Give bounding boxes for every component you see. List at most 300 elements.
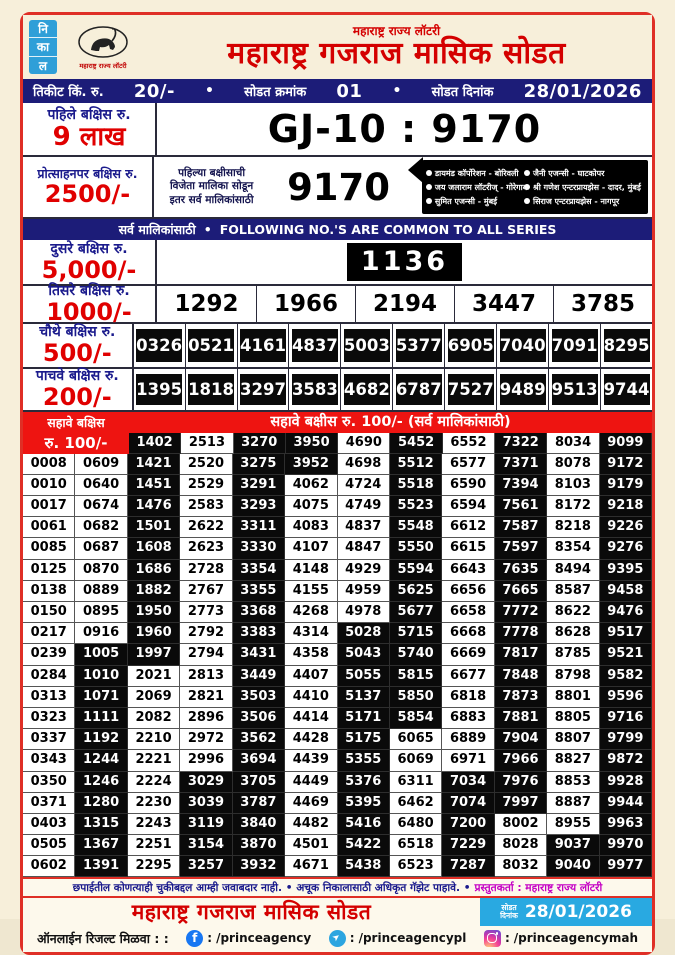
result-number: 1501 — [128, 517, 180, 538]
consolation-note — [154, 157, 269, 217]
result-number: 9517 — [600, 623, 652, 644]
result-number: 9716 — [600, 708, 652, 729]
result-number: 9977 — [600, 856, 652, 877]
result-number: 0323 — [23, 708, 75, 729]
result-number: 2021 — [128, 666, 180, 687]
result-number: 0313 — [23, 687, 75, 708]
consolation-label-cell — [23, 157, 154, 217]
fourth-prize-label-cell — [23, 324, 134, 367]
fifth-prize-label: पाचवे बक्षिस रु. — [35, 368, 119, 385]
second-prize-label: दुसरे बक्षिस रु. — [50, 240, 128, 257]
result-number: 3840 — [233, 814, 285, 835]
draw-number-label: सोडत क्रमांक — [244, 85, 307, 100]
fourth-prize-number: 0521 — [185, 324, 237, 367]
result-number: 4155 — [285, 581, 337, 602]
result-number: 6518 — [390, 835, 442, 856]
result-number: 4469 — [285, 793, 337, 814]
result-number: 0403 — [23, 814, 75, 835]
result-number: 3932 — [233, 856, 285, 877]
result-number: 4314 — [285, 623, 337, 644]
result-number: 3354 — [233, 560, 285, 581]
result-number: 9276 — [600, 538, 652, 559]
sixth-prize-title: सहावे बक्षीस रु. 100/- (सर्व मालिकांसाठी) — [129, 412, 652, 433]
title-block — [147, 25, 646, 69]
fourth-prize-number: 8295 — [600, 324, 652, 367]
result-number: 5815 — [390, 666, 442, 687]
result-number: 6668 — [442, 623, 494, 644]
result-number: 7873 — [495, 687, 547, 708]
result-number: 1476 — [128, 496, 180, 517]
disclaimer-text: छपाईतील कोणत्याही चुकीबद्दल आम्ही जवाबदार नाही. • अचूक निकालासाठी अधिकृत गॅझेट पाहावे. • — [72, 881, 471, 894]
result-number: 6883 — [442, 708, 494, 729]
first-prize-label-cell — [23, 103, 157, 155]
result-number: 2513 — [181, 433, 233, 454]
consolation-note-line: विजेता मालिका सोडून — [169, 180, 254, 193]
telegram-icon: ➤ — [329, 930, 346, 947]
common-bar-english: FOLLOWING NO.'S ARE COMMON TO ALL SERIES — [219, 222, 557, 237]
result-number: 4358 — [285, 644, 337, 665]
result-number: 9963 — [600, 814, 652, 835]
result-number: 2813 — [180, 666, 232, 687]
result-number: 9596 — [600, 687, 652, 708]
second-prize-amount: 5,000/- — [41, 255, 137, 284]
result-number: 4749 — [338, 496, 390, 517]
table-row — [23, 644, 652, 665]
result-number: 1997 — [128, 644, 180, 665]
result-number: 5422 — [338, 835, 390, 856]
fifth-prize-number: 9744 — [600, 369, 652, 410]
result-number: 8887 — [547, 793, 599, 814]
agent-entry: श्री गणेश एन्टरप्रायझेस - दादर, मुंबई — [524, 182, 644, 193]
result-number: 9970 — [600, 835, 652, 856]
result-number: 7665 — [495, 581, 547, 602]
result-number: 8028 — [495, 835, 547, 856]
result-number: 5452 — [390, 433, 442, 454]
result-card — [20, 12, 655, 955]
table-row — [23, 793, 652, 814]
ticket-info-bar — [23, 79, 652, 103]
table-row — [23, 856, 652, 877]
result-number: 0017 — [23, 496, 75, 517]
result-number: 8622 — [547, 602, 599, 623]
result-number: 2623 — [180, 538, 232, 559]
result-number: 0687 — [75, 538, 127, 559]
result-number: 8078 — [547, 454, 599, 475]
result-number: 6594 — [442, 496, 494, 517]
consolation-note-line: इतर सर्व मालिकांसाठी — [169, 193, 254, 206]
result-number: 0350 — [23, 772, 75, 793]
result-number: 9040 — [547, 856, 599, 877]
result-number: 3506 — [233, 708, 285, 729]
result-number: 5518 — [390, 475, 442, 496]
fourth-prize-number: 7091 — [548, 324, 600, 367]
result-number: 6656 — [442, 581, 494, 602]
facebook-handle: /princeagency — [216, 931, 312, 946]
result-number: 9172 — [600, 454, 652, 475]
consolation-label: प्रोत्साहनपर बक्षिस रु. — [37, 165, 138, 181]
result-number: 9476 — [600, 602, 652, 623]
third-prize-number: 3785 — [553, 286, 652, 322]
result-number: 4407 — [285, 666, 337, 687]
result-number: 7966 — [495, 750, 547, 771]
agent-entry: सिराज एन्टरप्रायझेस - नागपूर — [524, 196, 644, 207]
result-number: 3952 — [285, 454, 337, 475]
result-number: 6658 — [442, 602, 494, 623]
third-prize-numbers — [157, 286, 652, 322]
result-number: 2767 — [180, 581, 232, 602]
result-number: 6577 — [442, 454, 494, 475]
result-number: 9037 — [547, 835, 599, 856]
result-number: 4268 — [285, 602, 337, 623]
result-number: 4847 — [338, 538, 390, 559]
result-number: 1005 — [75, 644, 127, 665]
fourth-prize-label: चौथे बक्षिस रु. — [39, 324, 116, 341]
fourth-prize-amount: 500/- — [42, 339, 112, 368]
result-number: 4724 — [338, 475, 390, 496]
nikal-letter: नि — [29, 20, 57, 38]
result-number: 7904 — [495, 729, 547, 750]
result-number: 8807 — [547, 729, 599, 750]
consolation-note-line: पहिल्या बक्षीसाची — [178, 166, 246, 179]
result-number: 0371 — [23, 793, 75, 814]
result-number: 0916 — [75, 623, 127, 644]
result-number: 8587 — [547, 581, 599, 602]
result-number: 9928 — [600, 772, 652, 793]
draw-date-label: सोडत दिनांक — [431, 85, 494, 100]
result-number: 7597 — [495, 538, 547, 559]
fifth-prize-number: 4682 — [340, 369, 392, 410]
result-number: 7287 — [442, 856, 494, 877]
result-number: 6612 — [442, 517, 494, 538]
result-number: 3154 — [180, 835, 232, 856]
result-number: 0010 — [23, 475, 75, 496]
result-number: 1391 — [75, 856, 127, 877]
result-number: 3870 — [233, 835, 285, 856]
result-number: 2069 — [128, 687, 180, 708]
result-number: 1244 — [75, 750, 127, 771]
first-prize-row — [23, 103, 652, 157]
result-number: 7881 — [495, 708, 547, 729]
result-number: 0337 — [23, 729, 75, 750]
result-number: 9179 — [600, 475, 652, 496]
disclaimer — [23, 877, 652, 896]
result-number: 6523 — [390, 856, 442, 877]
social-row — [23, 926, 652, 952]
nikal-letter: का — [29, 38, 57, 56]
result-number: 0640 — [75, 475, 127, 496]
result-number: 0061 — [23, 517, 75, 538]
result-number: 6590 — [442, 475, 494, 496]
result-number: 3950 — [286, 433, 338, 454]
result-number: 9521 — [600, 644, 652, 665]
result-number: 4929 — [338, 560, 390, 581]
separator-dot: • — [203, 222, 212, 237]
result-number: 5175 — [338, 729, 390, 750]
fourth-prize-number: 0326 — [134, 324, 185, 367]
result-number: 6311 — [390, 772, 442, 793]
fifth-prize-number: 1395 — [134, 369, 185, 410]
page-title: महाराष्ट्र गजराज मासिक सोडत — [227, 35, 566, 71]
third-prize-number: 1292 — [174, 291, 239, 317]
result-number: 5850 — [390, 687, 442, 708]
result-number: 4075 — [285, 496, 337, 517]
table-row — [23, 750, 652, 771]
result-number: 8494 — [547, 560, 599, 581]
second-prize-label-cell — [23, 240, 157, 284]
result-number: 6818 — [442, 687, 494, 708]
result-number: 5523 — [390, 496, 442, 517]
result-number: 2794 — [180, 644, 232, 665]
result-number: 2251 — [128, 835, 180, 856]
result-number: 2896 — [180, 708, 232, 729]
result-number: 0239 — [23, 644, 75, 665]
result-number: 6552 — [443, 433, 495, 454]
result-number: 3562 — [233, 729, 285, 750]
colon: : — [504, 931, 510, 946]
second-prize-row — [23, 240, 652, 286]
third-prize-number: 2194 — [355, 286, 454, 322]
result-number: 9582 — [600, 666, 652, 687]
agents-list — [422, 160, 648, 214]
fifth-prize-number: 3297 — [237, 369, 289, 410]
result-number: 3257 — [180, 856, 232, 877]
instagram-icon — [484, 930, 501, 947]
first-prize-number: GJ-10 : 9170 — [267, 107, 542, 151]
result-number: 6889 — [442, 729, 494, 750]
result-number: 3705 — [233, 772, 285, 793]
result-number: 7074 — [442, 793, 494, 814]
result-number: 0602 — [23, 856, 75, 877]
telegram-handle: /princeagencypl — [358, 931, 467, 946]
footer-date-value: 28/01/2026 — [524, 902, 632, 923]
result-number: 1367 — [75, 835, 127, 856]
result-number: 0150 — [23, 602, 75, 623]
fifth-prize-amount: 200/- — [42, 383, 112, 412]
result-number: 8827 — [547, 750, 599, 771]
result-number: 4148 — [285, 560, 337, 581]
result-number: 8853 — [547, 772, 599, 793]
instagram-link[interactable] — [484, 930, 638, 947]
result-number: 2821 — [180, 687, 232, 708]
result-number: 7778 — [495, 623, 547, 644]
draw-number-value: 01 — [336, 80, 363, 102]
result-number: 6971 — [442, 750, 494, 771]
sixth-prize-label-line2: रु. 100/- — [44, 433, 108, 452]
common-bar-marathi: सर्व मालिकांसाठी — [118, 222, 196, 237]
result-number: 3787 — [233, 793, 285, 814]
fourth-prize-number: 4161 — [237, 324, 289, 367]
result-number: 2728 — [180, 560, 232, 581]
table-row — [23, 814, 652, 835]
result-number: 0895 — [75, 602, 127, 623]
agent-entry: सुमित एजन्सी - मुंबई — [426, 196, 524, 207]
result-number: 3119 — [180, 814, 232, 835]
first-prize-amount: 9 लाख — [52, 121, 126, 152]
result-number: 2972 — [180, 729, 232, 750]
result-number: 5043 — [338, 644, 390, 665]
result-number: 8628 — [547, 623, 599, 644]
result-number: 5512 — [390, 454, 442, 475]
result-number: 2230 — [128, 793, 180, 814]
third-prize-row — [23, 282, 652, 326]
result-number: 1246 — [75, 772, 127, 793]
result-number: 1280 — [75, 793, 127, 814]
result-number: 5137 — [338, 687, 390, 708]
result-number: 9872 — [600, 750, 652, 771]
result-number: 5594 — [390, 560, 442, 581]
result-number: 1192 — [75, 729, 127, 750]
result-number: 2520 — [180, 454, 232, 475]
table-row — [23, 496, 652, 517]
result-number: 8002 — [495, 814, 547, 835]
result-number: 7371 — [495, 454, 547, 475]
table-row — [23, 602, 652, 623]
result-number: 5715 — [390, 623, 442, 644]
result-number: 8798 — [547, 666, 599, 687]
result-number: 1071 — [75, 687, 127, 708]
result-number: 4959 — [338, 581, 390, 602]
result-number: 0008 — [23, 454, 75, 475]
result-number: 0343 — [23, 750, 75, 771]
result-number: 2210 — [128, 729, 180, 750]
result-number: 1608 — [128, 538, 180, 559]
result-number: 0682 — [75, 517, 127, 538]
result-number: 1882 — [128, 581, 180, 602]
result-number: 0870 — [75, 560, 127, 581]
result-number: 8218 — [547, 517, 599, 538]
result-number: 3368 — [233, 602, 285, 623]
fourth-prize-row — [23, 324, 652, 369]
result-number: 4414 — [285, 708, 337, 729]
result-number: 4698 — [338, 454, 390, 475]
result-number: 5376 — [338, 772, 390, 793]
colon: : — [207, 931, 213, 946]
result-number: 1402 — [129, 433, 181, 454]
result-number: 3293 — [233, 496, 285, 517]
sixth-prize-header — [23, 412, 652, 454]
first-prize-label: पहिले बक्षिस रु. — [47, 106, 131, 123]
result-number: 3275 — [233, 454, 285, 475]
result-number: 1315 — [75, 814, 127, 835]
result-number: 0138 — [23, 581, 75, 602]
result-number: 8172 — [547, 496, 599, 517]
draw-date-value: 28/01/2026 — [523, 80, 642, 102]
result-number: 5854 — [390, 708, 442, 729]
result-number: 8034 — [547, 433, 599, 454]
fifth-prize-number: 7527 — [444, 369, 496, 410]
result-number: 0284 — [23, 666, 75, 687]
result-number: 5625 — [390, 581, 442, 602]
fourth-prize-number: 5003 — [340, 324, 392, 367]
result-number: 5550 — [390, 538, 442, 559]
facebook-link[interactable] — [186, 930, 311, 947]
consolation-prize-row — [23, 157, 652, 219]
result-number: 5548 — [390, 517, 442, 538]
result-number: 9799 — [600, 729, 652, 750]
fifth-prize-row — [23, 369, 652, 412]
logo-block — [59, 25, 147, 70]
result-number: 7772 — [495, 602, 547, 623]
result-number: 2295 — [128, 856, 180, 877]
result-number: 2996 — [180, 750, 232, 771]
result-number: 2792 — [180, 623, 232, 644]
result-number: 4083 — [285, 517, 337, 538]
fourth-prize-number: 4837 — [288, 324, 340, 367]
result-number: 4501 — [285, 835, 337, 856]
fourth-prize-numbers — [134, 324, 652, 367]
result-number: 3449 — [233, 666, 285, 687]
result-number: 7976 — [495, 772, 547, 793]
result-number: 0125 — [23, 560, 75, 581]
result-number: 2529 — [180, 475, 232, 496]
result-number: 4428 — [285, 729, 337, 750]
result-number: 5171 — [338, 708, 390, 729]
third-prize-label-cell — [23, 282, 157, 326]
second-prize-numbers — [157, 240, 652, 284]
fifth-prize-number: 3583 — [288, 369, 340, 410]
result-number: 8805 — [547, 708, 599, 729]
result-number: 7322 — [495, 433, 547, 454]
result-number: 0889 — [75, 581, 127, 602]
result-number: 9218 — [600, 496, 652, 517]
table-row — [23, 517, 652, 538]
footer-title: महाराष्ट्र गजराज मासिक सोडत — [131, 900, 372, 925]
result-number: 7848 — [495, 666, 547, 687]
result-number: 4482 — [285, 814, 337, 835]
telegram-link[interactable] — [329, 930, 467, 947]
left-arrow-icon — [408, 157, 423, 183]
sixth-prize-label-cell — [23, 412, 129, 454]
table-row — [23, 623, 652, 644]
result-number: 3503 — [233, 687, 285, 708]
result-number: 4690 — [338, 433, 390, 454]
result-number: 4107 — [285, 538, 337, 559]
table-row — [23, 835, 652, 856]
result-number: 5416 — [338, 814, 390, 835]
consolation-number: 9170 — [287, 165, 391, 209]
footer-date-box — [480, 898, 652, 926]
result-number: 4062 — [285, 475, 337, 496]
result-number: 3383 — [233, 623, 285, 644]
result-number: 3029 — [180, 772, 232, 793]
result-number: 7229 — [442, 835, 494, 856]
result-number: 0217 — [23, 623, 75, 644]
consolation-amount: 2500/- — [44, 179, 131, 208]
state-lottery-title: महाराष्ट्र राज्य लॉटरी — [352, 23, 441, 38]
common-series-bar — [23, 219, 652, 240]
result-number: 2622 — [180, 517, 232, 538]
table-row — [23, 687, 652, 708]
result-number: 0609 — [75, 454, 127, 475]
result-number: 5055 — [338, 666, 390, 687]
fifth-prize-number: 9513 — [548, 369, 600, 410]
result-number: 1010 — [75, 666, 127, 687]
third-prize-number: 3447 — [454, 286, 553, 322]
instagram-handle: /princeagencymah — [513, 931, 638, 946]
third-prize-label: तिसरे बक्षिस रु. — [48, 282, 130, 299]
separator-dot: • — [392, 83, 402, 99]
third-prize-amount: 1000/- — [46, 297, 132, 326]
elephant-emblem-icon — [77, 25, 129, 61]
result-number: 3330 — [233, 538, 285, 559]
result-number: 9395 — [600, 560, 652, 581]
result-number: 7394 — [495, 475, 547, 496]
sixth-prize-label-line1: सहावे बक्षिस — [47, 414, 105, 430]
table-row — [23, 475, 652, 496]
result-number: 1111 — [75, 708, 127, 729]
result-number: 3291 — [233, 475, 285, 496]
result-number: 0674 — [75, 496, 127, 517]
